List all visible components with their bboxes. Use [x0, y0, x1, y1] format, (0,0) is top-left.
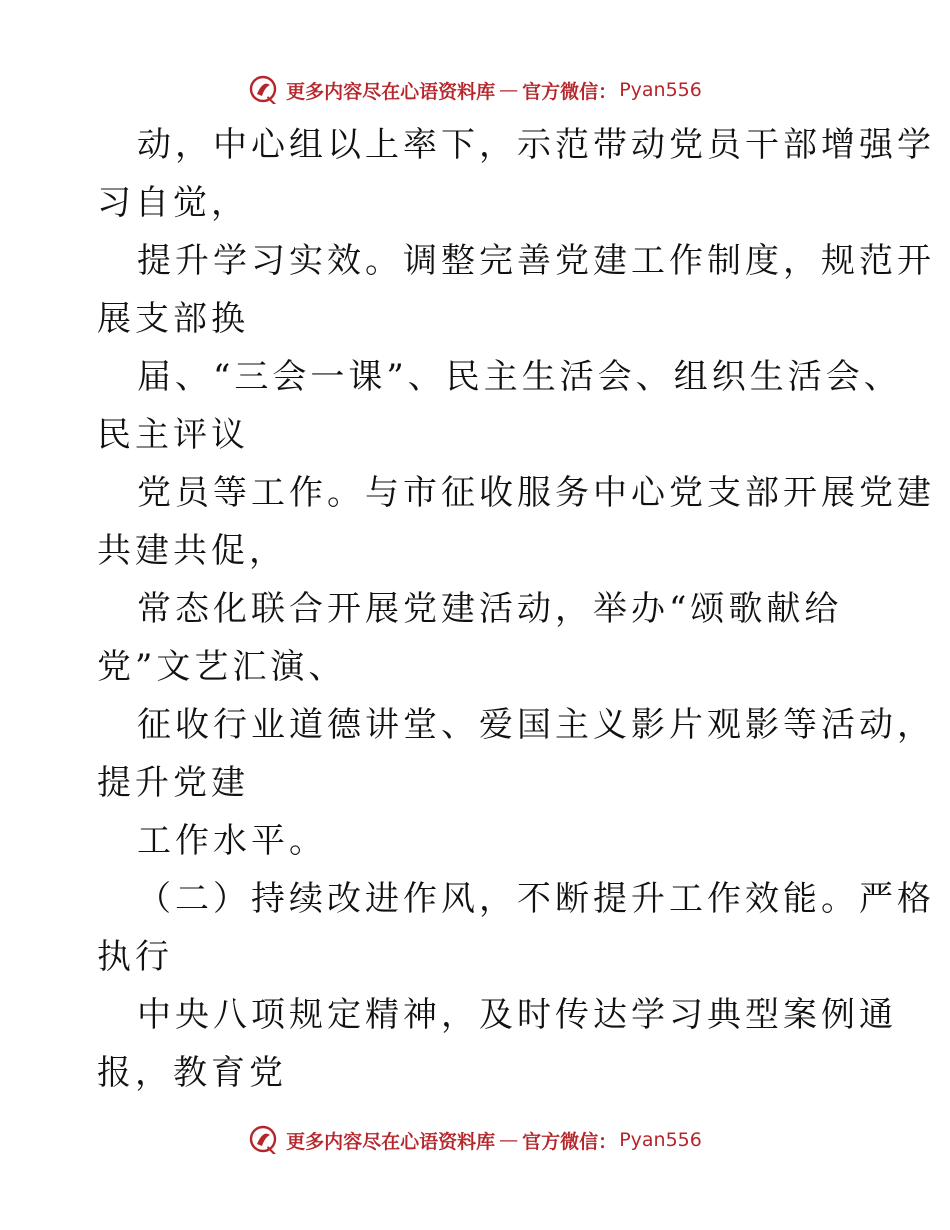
- body-line: 常态化联合开展党建活动，举办“颂歌献给: [137, 589, 843, 629]
- body-line: 征收行业道德讲堂、爱国主义影片观影等活动，: [137, 705, 935, 745]
- body-line: 民主评议: [97, 415, 249, 455]
- body-line: 届、“三会一课”、民主生活会、组织生活会、: [137, 357, 902, 397]
- body-line: 工作水平。: [137, 821, 327, 861]
- body-line: 报，教育党: [97, 1053, 287, 1093]
- body-line: 共建共促，: [97, 531, 287, 571]
- document-body: [97, 116, 935, 1102]
- body-line: 习自觉，: [97, 183, 249, 223]
- body-line: 展支部换: [97, 299, 249, 339]
- watermark-brand-text: 更多内容尽在心语资料库: [286, 1130, 496, 1153]
- body-line: 提升学习实效。调整完善党建工作制度，规范开: [137, 241, 935, 281]
- body-line: 党员等工作。与市征收服务中心党支部开展党建: [137, 473, 935, 513]
- header-watermark: [0, 70, 950, 110]
- body-line: 党”文艺汇演、: [97, 647, 347, 687]
- watermark-separator: —: [499, 79, 519, 101]
- ribbon-seal-icon: [248, 74, 280, 106]
- body-line: 提升党建: [97, 763, 249, 803]
- watermark-wechat-label: 官方微信：: [522, 80, 618, 103]
- watermark-separator: —: [499, 1129, 519, 1151]
- watermark-brand-text: 更多内容尽在心语资料库: [286, 80, 496, 103]
- watermark-wechat-label: 官方微信：: [522, 1130, 618, 1153]
- watermark-wechat-id: Pyan556: [619, 79, 702, 101]
- body-line: 执行: [97, 937, 173, 977]
- watermark-wechat-id: Pyan556: [619, 1129, 702, 1151]
- ribbon-seal-icon: [248, 1124, 280, 1156]
- body-line: 动，中心组以上率下，示范带动党员干部增强学: [137, 125, 935, 165]
- body-line: （二）持续改进作风，不断提升工作效能。严格: [137, 879, 935, 919]
- body-line: 中央八项规定精神，及时传达学习典型案例通: [137, 995, 897, 1035]
- footer-watermark: [0, 1120, 950, 1160]
